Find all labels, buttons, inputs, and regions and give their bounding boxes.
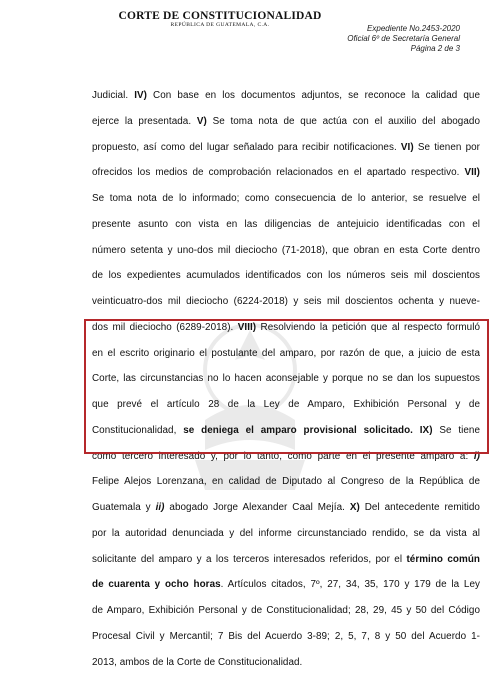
office-name: Oficial 6º de Secretaría General bbox=[347, 34, 460, 43]
text-line: como tercero interesado y, por lo tanto, como parte en el presente amparo a: i) bbox=[92, 450, 480, 462]
text-line: Corte, las circunstancias no lo hacen aconsejable y porque no se dan los supuestos bbox=[92, 373, 480, 385]
highlight-box bbox=[84, 319, 489, 454]
text-line: de cuarenta y ocho horas. Artículos citados, 7º, 27, 34, 35, 170 y 179 de la Ley bbox=[92, 579, 480, 591]
text-line: Constitucionalidad, se deniega el amparo provisional solicitado. IX) Se tiene bbox=[92, 424, 481, 436]
text-line: de los expedientes acumulados identificados con los números seis mil doscientos bbox=[92, 270, 480, 282]
text-line: de Amparo, Exhibición Personal y de Constitucionalidad; 28, 29, 45 y 50 del Código bbox=[92, 605, 480, 616]
text-line: en el escrito originario el postulante del amparo, por razón de que, a juicio de esta bbox=[92, 347, 480, 359]
page-number: Página 2 de 3 bbox=[410, 44, 460, 53]
country-name: REPÚBLICA DE GUATEMALA, C.A. bbox=[170, 22, 270, 28]
text-line: propuesto, así como del lugar señalado para recibir notificaciones. VI) Se tienen por bbox=[92, 141, 480, 153]
court-name: CORTE DE CONSTITUCIONALIDAD bbox=[118, 10, 322, 22]
text-line: dos mil dieciocho (6289-2018). VIII) Resolviendo la petición que al respecto formuló bbox=[92, 321, 481, 333]
text-line: Se toma nota de lo informado; como consecuencia de lo anterior, se resuelve el bbox=[92, 193, 480, 204]
text-line: Judicial. IV) Con base en los documentos adjuntos, se reconoce la calidad que bbox=[92, 90, 480, 101]
text-line: Felipe Alejos Lorenzana, en calidad de Diputado al Congreso de la República de bbox=[92, 476, 480, 488]
text-line: que prevé el artículo 28 de la Ley de Amparo, Exhibición Personal y de bbox=[92, 399, 480, 410]
text-line: ofrecidos los medios de comprobación relacionados en el apartado respectivo. VII) bbox=[92, 167, 480, 179]
text-line: Procesal Civil y Mercantil; 7 Bis del Acuerdo 3-89; 2, 5, 7, 8 y 50 del Acuerdo 1- bbox=[92, 630, 480, 642]
text-line: veinticuatro-dos mil dieciocho (6224-2018) y seis mil doscientos ochenta y nueve- bbox=[92, 296, 480, 307]
text-line: número setenta y uno-dos mil dieciocho (71-2018), que obran en esta Corte dentro bbox=[92, 244, 480, 256]
file-info bbox=[347, 24, 460, 54]
text-line: por la autoridad denunciada y del informe circunstanciado rendido, se da vista al bbox=[92, 527, 480, 539]
text-line: presente asunto con vista en las diligencias de antejuicio identificadas con el bbox=[92, 218, 480, 230]
text-line: 2013, ambos de la Corte de Constitucionalidad. bbox=[92, 656, 303, 668]
file-number: Expediente No.2453-2020 bbox=[367, 24, 460, 33]
text-line: solicitante del amparo y a los terceros interesados referidos, por el término común bbox=[92, 553, 480, 565]
text-line: ejerce la presentada. V) Se toma nota de que actúa con el auxilio del abogado bbox=[92, 115, 480, 127]
text-line: Guatemala y ii) abogado Jorge Alexander Caal Mejía. X) Del antecedente remitido bbox=[92, 502, 480, 513]
